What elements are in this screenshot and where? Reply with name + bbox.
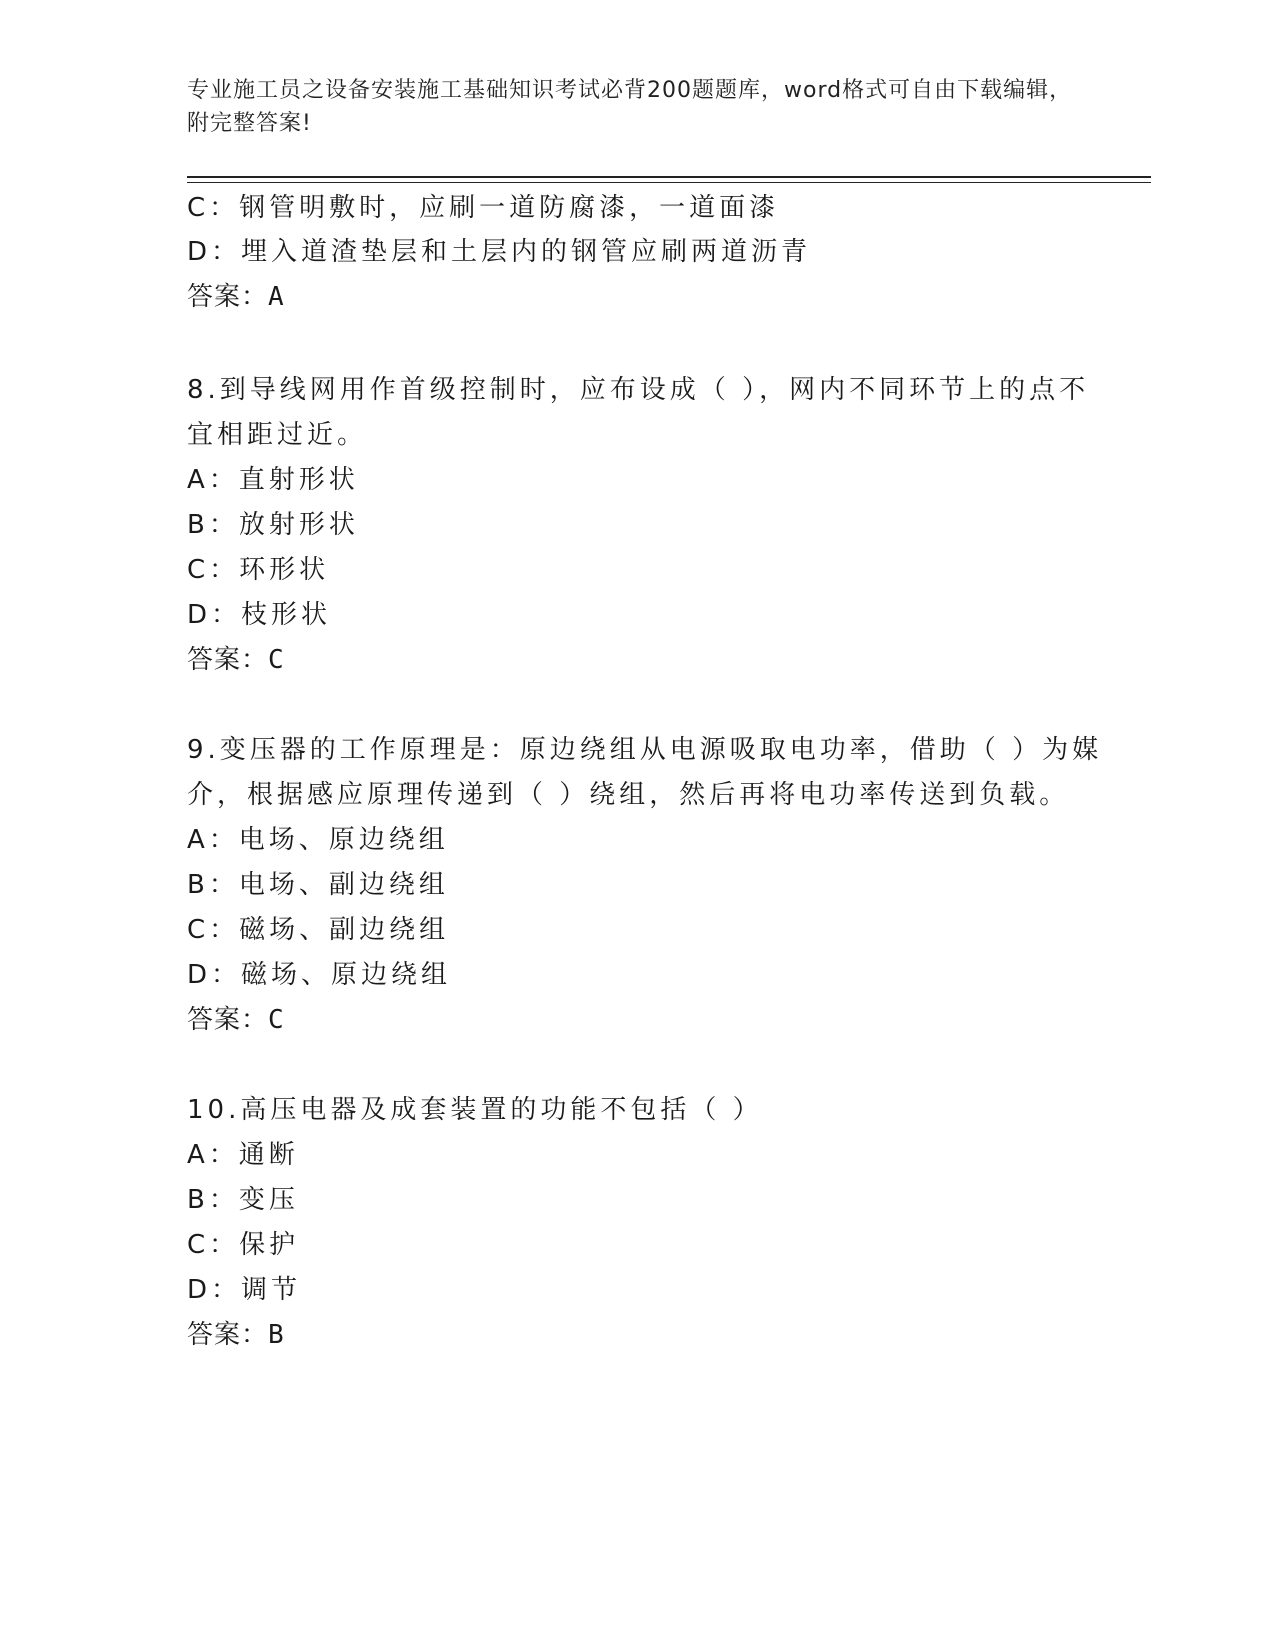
- q10-option-d: D：调节: [187, 1275, 302, 1305]
- q8-option-b: B：放射形状: [187, 510, 359, 540]
- q8-answer: 答案：C: [187, 645, 285, 675]
- q8-stem-line1: 8.到导线网用作首级控制时，应布设成（ ），网内不同环节上的点不: [187, 375, 1090, 405]
- q8-option-a: A：直射形状: [187, 465, 359, 495]
- q10-answer: 答案：B: [187, 1320, 285, 1350]
- q9-option-a: A：电场、原边绕组: [187, 825, 449, 855]
- q9-option-b: B：电场、副边绕组: [187, 870, 449, 900]
- q7-option-c: C：钢管明敷时，应刷一道防腐漆，一道面漆: [187, 193, 780, 223]
- header-rule-thin: [187, 182, 1151, 183]
- q10-option-a: A：通断: [187, 1140, 299, 1170]
- q10-option-b: B：变压: [187, 1185, 299, 1215]
- q9-option-d: D：磁场、原边绕组: [187, 960, 452, 990]
- q9-option-c: C：磁场、副边绕组: [187, 915, 450, 945]
- document-header: 专业施工员之设备安装施工基础知识考试必背200题题库，word格式可自由下载编辑，附完整答案!: [187, 78, 1073, 136]
- q9-stem-line2: 介，根据感应原理传递到（ ）绕组，然后再将电功率传送到负载。: [187, 780, 1070, 810]
- q9-answer: 答案：C: [187, 1005, 285, 1035]
- q8-stem-line2: 宜相距过近。: [187, 420, 368, 450]
- q8-option-c: C：环形状: [187, 555, 330, 585]
- q8-option-d: D：枝形状: [187, 600, 332, 630]
- q7-answer: 答案：A: [187, 282, 285, 312]
- q9-stem-line1: 9.变压器的工作原理是：原边绕组从电源吸取电功率，借助（ ）为媒: [187, 735, 1103, 765]
- header-rule-thick: [187, 176, 1151, 178]
- q7-option-d: D：埋入道渣垫层和土层内的钢管应刷两道沥青: [187, 237, 812, 267]
- q10-stem-line1: 10.高压电器及成套装置的功能不包括（ ）: [187, 1095, 763, 1125]
- q10-option-c: C：保护: [187, 1230, 300, 1260]
